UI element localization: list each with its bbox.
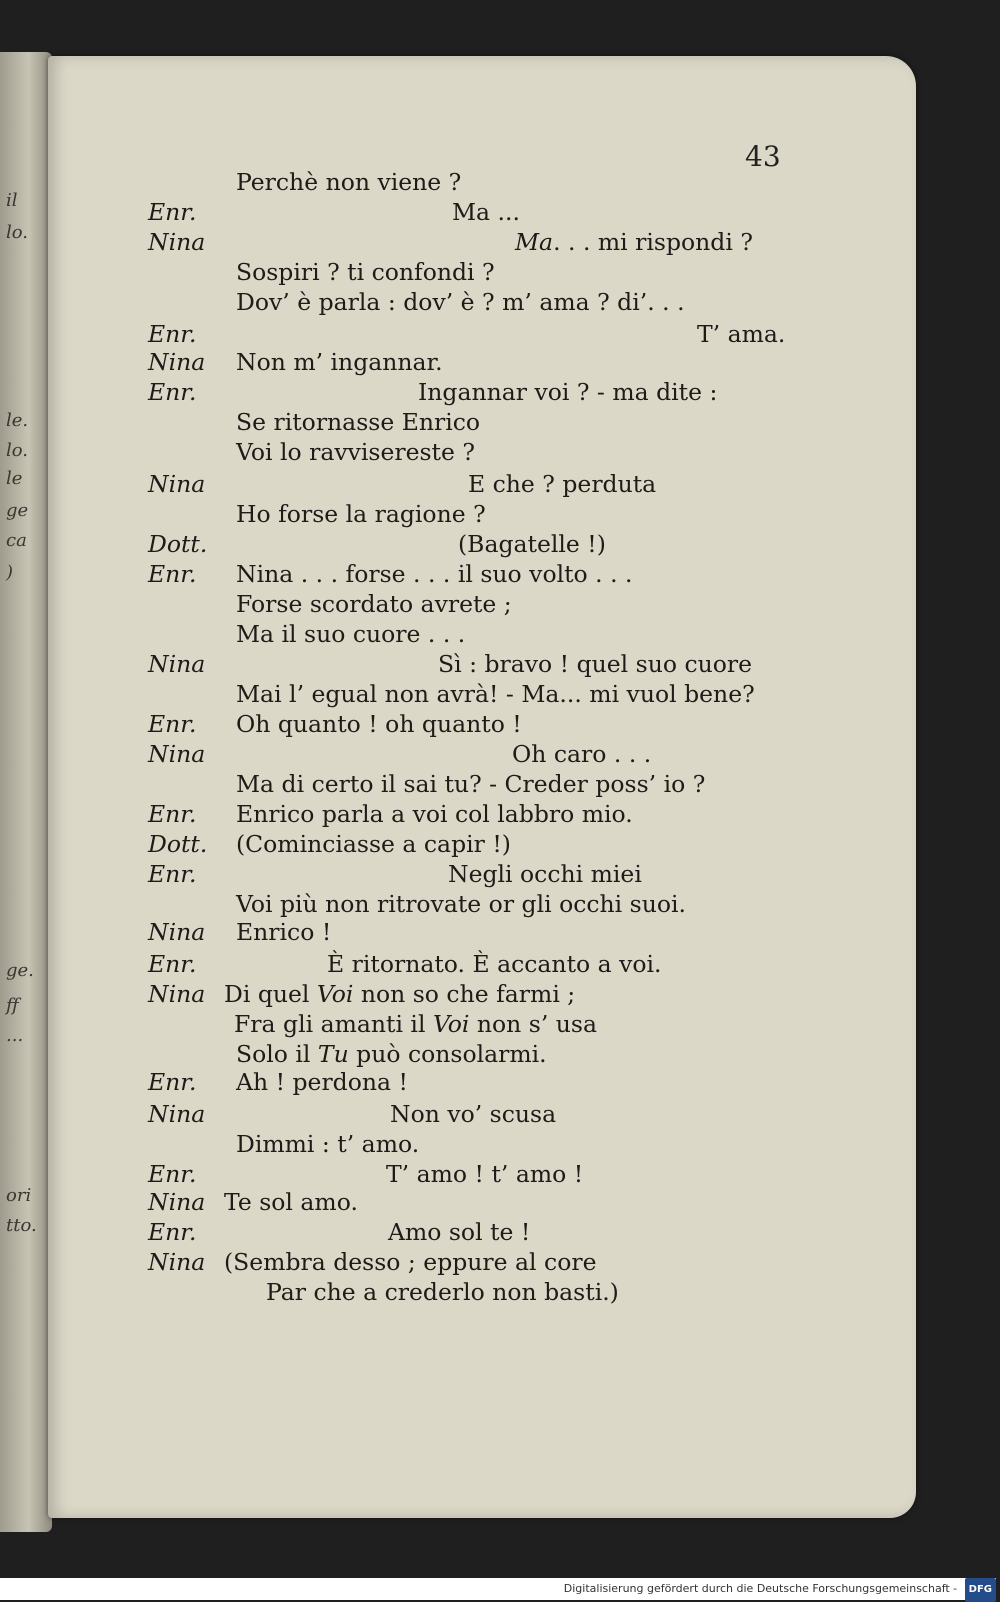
footer [0, 1578, 996, 1600]
dialogue-line [0, 830, 1000, 860]
speaker-name: Nina [148, 918, 206, 946]
dialogue-text: Ma di certo il sai tu? - Creder poss’ io ? [236, 770, 706, 798]
dialogue-text: Se ritornasse Enrico [236, 408, 481, 436]
dialogue-line [0, 680, 1000, 710]
spine-text-fragment: il [6, 190, 18, 211]
dialogue-line [0, 378, 1000, 408]
dialogue-text: Oh quanto ! oh quanto ! [236, 710, 522, 738]
dialogue-line [0, 1218, 1000, 1248]
dialogue-line [0, 198, 1000, 228]
dialogue-text: Nina . . . forse . . . il suo volto . . . [236, 560, 633, 588]
page-number: 43 [745, 140, 781, 173]
dialogue-text: Oh caro . . . [512, 740, 652, 768]
speaker-name: Enr. [148, 560, 197, 588]
dialogue-text: Voi lo ravvisereste ? [236, 438, 475, 466]
dialogue-text: (Bagatelle !) [458, 530, 606, 558]
dialogue-line [0, 168, 1000, 198]
speaker-name: Enr. [148, 1160, 197, 1188]
dialogue-line [0, 1068, 1000, 1098]
dialogue-text: Ah ! perdona ! [236, 1068, 408, 1096]
speaker-name: Enr. [148, 950, 197, 978]
dialogue-line [0, 1278, 1000, 1308]
dialogue-line [0, 320, 1000, 350]
dialogue-line [0, 950, 1000, 980]
dialogue-text: T’ amo ! t’ amo ! [386, 1160, 584, 1188]
dialogue-line [0, 740, 1000, 770]
dialogue-line [0, 590, 1000, 620]
dialogue-text: Dimmi : t’ amo. [236, 1130, 420, 1158]
dialogue-line [0, 890, 1000, 920]
dialogue-line [0, 1248, 1000, 1278]
speaker-name: Nina [148, 228, 206, 256]
speaker-name: Enr. [148, 710, 197, 738]
dialogue-line [0, 288, 1000, 318]
dialogue-line [0, 228, 1000, 258]
dialogue-text: Forse scordato avrete ; [236, 590, 512, 618]
spine-text-fragment: ge. [6, 960, 34, 981]
dialogue-line [0, 1160, 1000, 1190]
speaker-name: Enr. [148, 800, 197, 828]
dialogue-line [0, 560, 1000, 590]
spine-text-fragment: le. [6, 410, 29, 431]
dialogue-text: Amo sol te ! [388, 1218, 531, 1246]
dialogue-line [0, 650, 1000, 680]
text-segment: Di quel [224, 980, 317, 1008]
dialogue-text: Voi più non ritrovate or gli occhi suoi. [236, 890, 686, 918]
text-segment: Fra gli amanti il [234, 1010, 433, 1038]
text-segment: Solo il [236, 1040, 318, 1068]
dialogue-text: Enrico ! [236, 918, 332, 946]
dialogue-text: E che ? perduta [468, 470, 657, 498]
italic-word: Voi [432, 1010, 470, 1038]
dialogue-text: Perchè non viene ? [236, 168, 462, 196]
dialogue-text: T’ ama. [697, 320, 786, 348]
speaker-name: Dott. [148, 830, 208, 858]
spine-text-fragment: lo. [6, 440, 28, 461]
speaker-name: Nina [148, 1188, 206, 1216]
speaker-name: Enr. [148, 378, 197, 406]
spine-text-fragment: ge [6, 500, 29, 521]
dialogue-text: Non vo’ scusa [390, 1100, 557, 1128]
italic-word: Voi [316, 980, 354, 1008]
dialogue-line [0, 1100, 1000, 1130]
dialogue-line [0, 438, 1000, 468]
dialogue-text: Mai l’ egual non avrà! - Ma... mi vuol bene? [236, 680, 755, 708]
dialogue-line [0, 800, 1000, 830]
speaker-name: Nina [148, 650, 206, 678]
spine-text-fragment: tto. [6, 1215, 37, 1236]
dialogue-line [0, 770, 1000, 800]
dialogue-text: Ingannar voi ? - ma dite : [418, 378, 718, 406]
dialogue-text [224, 980, 575, 1008]
dialogue-text: Dov’ è parla : dov’ è ? m’ ama ? di’. . . [236, 288, 685, 316]
dialogue-text: È ritornato. È accanto a voi. [327, 950, 662, 978]
text-segment: non s’ usa [469, 1010, 597, 1038]
spine-text-fragment: ff [6, 995, 19, 1016]
dialogue-text [515, 228, 753, 256]
speaker-name: Enr. [148, 1218, 197, 1246]
dialogue-text [234, 1010, 597, 1038]
footer-text: Digitalisierung gefördert durch die Deutsche Forschungsgemeinschaft - [563, 1582, 958, 1595]
dialogue-line [0, 1130, 1000, 1160]
spine-text-fragment: ori [6, 1185, 32, 1206]
dialogue-text: Non m’ ingannar. [236, 348, 443, 376]
speaker-name: Nina [148, 348, 206, 376]
dialogue-text [236, 1040, 547, 1068]
speaker-name: Nina [148, 470, 206, 498]
dialogue-line [0, 710, 1000, 740]
dialogue-line [0, 1010, 1000, 1040]
text-segment: può consolarmi. [348, 1040, 547, 1068]
spine-text-fragment: le [6, 468, 23, 489]
dialogue-text: (Sembra desso ; eppure al core [224, 1248, 597, 1276]
dialogue-text: Par che a crederlo non basti.) [266, 1278, 619, 1306]
dialogue-text: Negli occhi miei [448, 860, 642, 888]
dialogue-line [0, 918, 1000, 948]
speaker-name: Nina [148, 1100, 206, 1128]
speaker-name: Nina [148, 1248, 206, 1276]
text-segment: non so che farmi ; [353, 980, 576, 1008]
dialogue-line [0, 348, 1000, 378]
speaker-name: Enr. [148, 860, 197, 888]
dialogue-text: Ma ... [452, 198, 520, 226]
speaker-name: Dott. [148, 530, 208, 558]
dialogue-text: (Cominciasse a capir !) [236, 830, 511, 858]
dialogue-line [0, 1040, 1000, 1070]
dialogue-line [0, 980, 1000, 1010]
spine-text-fragment: ca [6, 530, 27, 551]
spine-text-fragment: ) [6, 562, 14, 583]
text-segment: . . . mi rispondi ? [553, 228, 753, 256]
dialogue-line [0, 500, 1000, 530]
dialogue-line [0, 860, 1000, 890]
dfg-logo[interactable]: DFG [965, 1578, 996, 1602]
dialogue-line [0, 470, 1000, 500]
dialogue-text: Te sol amo. [224, 1188, 358, 1216]
spine-text-fragment: ... [6, 1025, 24, 1046]
dialogue-line [0, 1188, 1000, 1218]
italic-word: Tu [317, 1040, 349, 1068]
speaker-name: Enr. [148, 320, 197, 348]
dialogue-text: Enrico parla a voi col labbro mio. [236, 800, 633, 828]
dialogue-line [0, 408, 1000, 438]
dialogue-line [0, 530, 1000, 560]
dialogue-line [0, 258, 1000, 288]
dialogue-text: Ho forse la ragione ? [236, 500, 486, 528]
dialogue-line [0, 620, 1000, 650]
dialogue-text: Sì : bravo ! quel suo cuore [438, 650, 753, 678]
speaker-name: Enr. [148, 1068, 197, 1096]
dialogue-text: Ma il suo cuore . . . [236, 620, 466, 648]
speaker-name: Enr. [148, 198, 197, 226]
spine-text-fragment: lo. [6, 222, 28, 243]
italic-word: Ma [515, 228, 554, 256]
dialogue-text: Sospiri ? ti confondi ? [236, 258, 495, 286]
speaker-name: Nina [148, 980, 206, 1008]
speaker-name: Nina [148, 740, 206, 768]
